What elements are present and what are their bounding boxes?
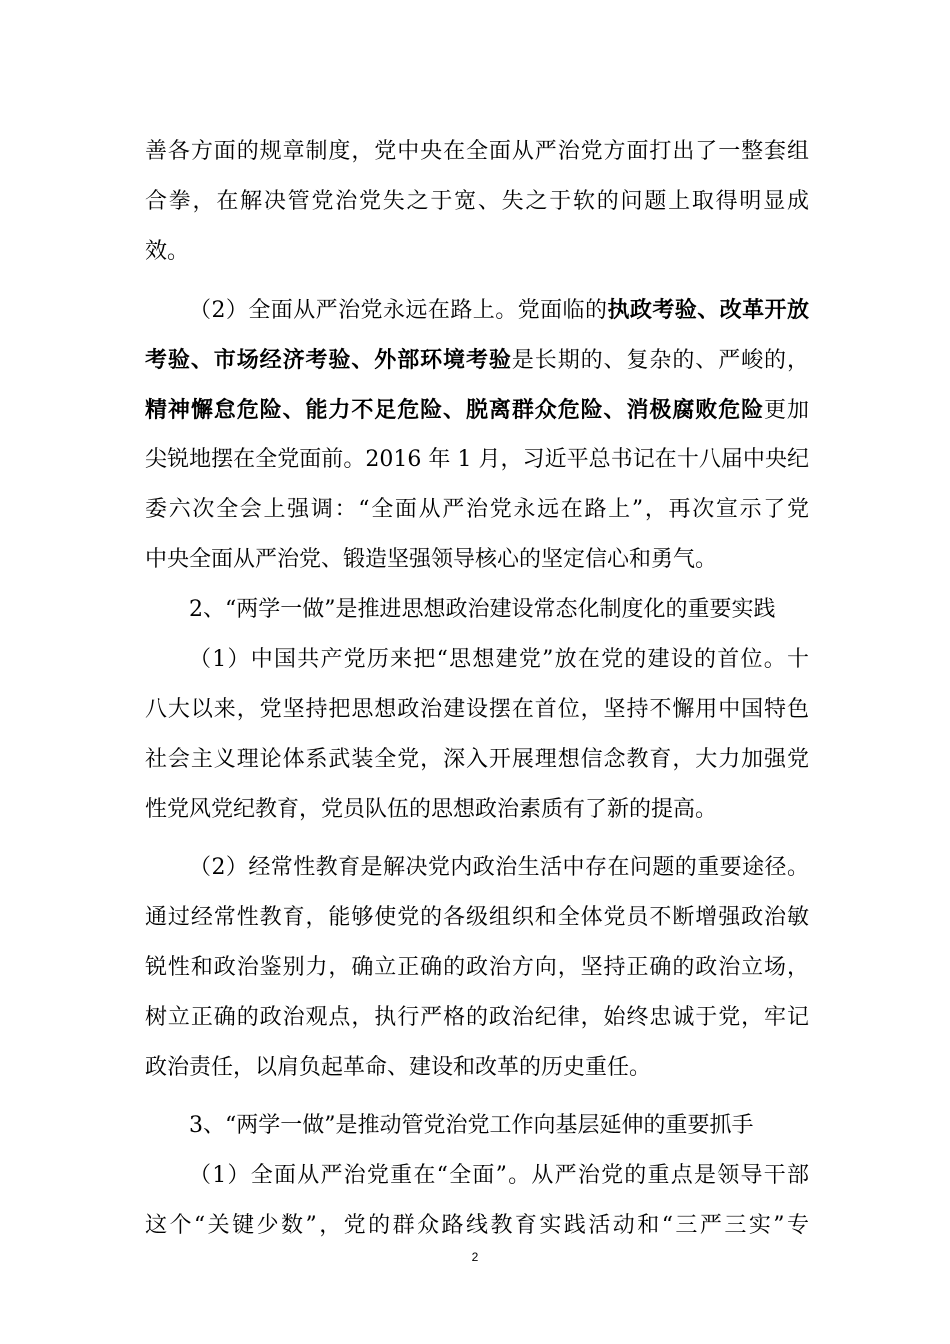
paragraph: [145, 843, 809, 1093]
text-line: [145, 843, 809, 893]
text-line: [145, 227, 809, 277]
bold-text-segment: 执政考验、改革开放: [607, 297, 809, 323]
text-segment: 委六次全会上强调：“全面从严治党永远在路上”，再次宣示了党: [145, 497, 809, 522]
text-line: [145, 893, 809, 943]
section-heading: [145, 585, 809, 635]
bold-text-segment: 精神懈怠危险、能力不足危险、脱离群众危险、消极腐败危险: [145, 397, 765, 423]
text-line: [145, 285, 809, 335]
text-segment: 这个“关键少数”，党的群众路线教育实践活动和“三严三实”专: [145, 1213, 809, 1238]
text-line: [145, 127, 809, 177]
text-line: [145, 785, 809, 835]
section-heading: [145, 1101, 809, 1151]
bold-text-segment: 考验、市场经济考验、外部环境考验: [145, 347, 512, 373]
text-segment: （2）全面从严治党永远在路上。党面临的: [189, 298, 608, 323]
text-segment: 树立正确的政治观点，执行严格的政治纪律，始终忠诚于党，牢记: [145, 1005, 809, 1030]
text-line: [145, 1201, 809, 1251]
text-line: [145, 435, 809, 485]
text-segment: 八大以来，党坚持把思想政治建设摆在首位，坚持不懈用中国特色: [145, 697, 809, 722]
text-line: [145, 943, 809, 993]
text-line: [145, 585, 809, 635]
text-line: [145, 385, 809, 435]
document-body: [145, 127, 809, 1251]
text-segment: 效。: [145, 239, 190, 264]
text-segment: 中央全面从严治党、锻造坚强领导核心的坚定信心和勇气。: [145, 547, 718, 572]
text-line: [145, 335, 809, 385]
text-segment: （1）全面从严治党重在“全面”。从严治党的重点是领导干部: [189, 1163, 809, 1188]
paragraph: [145, 285, 809, 585]
text-segment: 善各方面的规章制度，党中央在全面从严治党方面打出了一整套组: [145, 139, 809, 164]
paragraph: [145, 635, 809, 835]
text-segment: （2）经常性教育是解决党内政治生活中存在问题的重要途径。: [189, 855, 809, 880]
text-line: [145, 177, 809, 227]
paragraph: [145, 1151, 809, 1251]
text-segment: 政治责任，以肩负起革命、建设和改革的历史重任。: [145, 1055, 652, 1080]
text-segment: 性党风党纪教育，党员队伍的思想政治素质有了新的提高。: [145, 797, 718, 822]
text-segment: 锐性和政治鉴别力，确立正确的政治方向，坚持正确的政治立场，: [145, 955, 809, 980]
text-segment: 是长期的、复杂的、严峻的，: [511, 348, 809, 373]
text-line: [145, 485, 809, 535]
text-line: [145, 535, 809, 585]
text-segment: 通过经常性教育，能够使党的各级组织和全体党员不断增强政治敏: [145, 905, 809, 930]
text-line: [145, 1043, 809, 1093]
text-segment: 更加: [764, 398, 809, 423]
text-segment: 3、“两学一做”是推动管党治党工作向基层延伸的重要抓手: [189, 1113, 754, 1138]
text-line: [145, 1151, 809, 1201]
page-number: 2: [471, 1250, 479, 1264]
text-line: [145, 685, 809, 735]
text-line: [145, 1101, 809, 1151]
text-segment: 合拳，在解决管党治党失之于宽、失之于软的问题上取得明显成: [145, 189, 809, 214]
paragraph: [145, 127, 809, 277]
text-segment: 尖锐地摆在全党面前。2016 年 1 月，习近平总书记在十八届中央纪: [145, 447, 809, 472]
text-line: [145, 993, 809, 1043]
text-segment: 社会主义理论体系武装全党，深入开展理想信念教育，大力加强党: [145, 747, 809, 772]
text-line: [145, 735, 809, 785]
text-segment: 2、“两学一做”是推进思想政治建设常态化制度化的重要实践: [189, 597, 776, 622]
text-line: [145, 635, 809, 685]
text-segment: （1）中国共产党历来把“思想建党”放在党的建设的首位。十: [189, 647, 809, 672]
